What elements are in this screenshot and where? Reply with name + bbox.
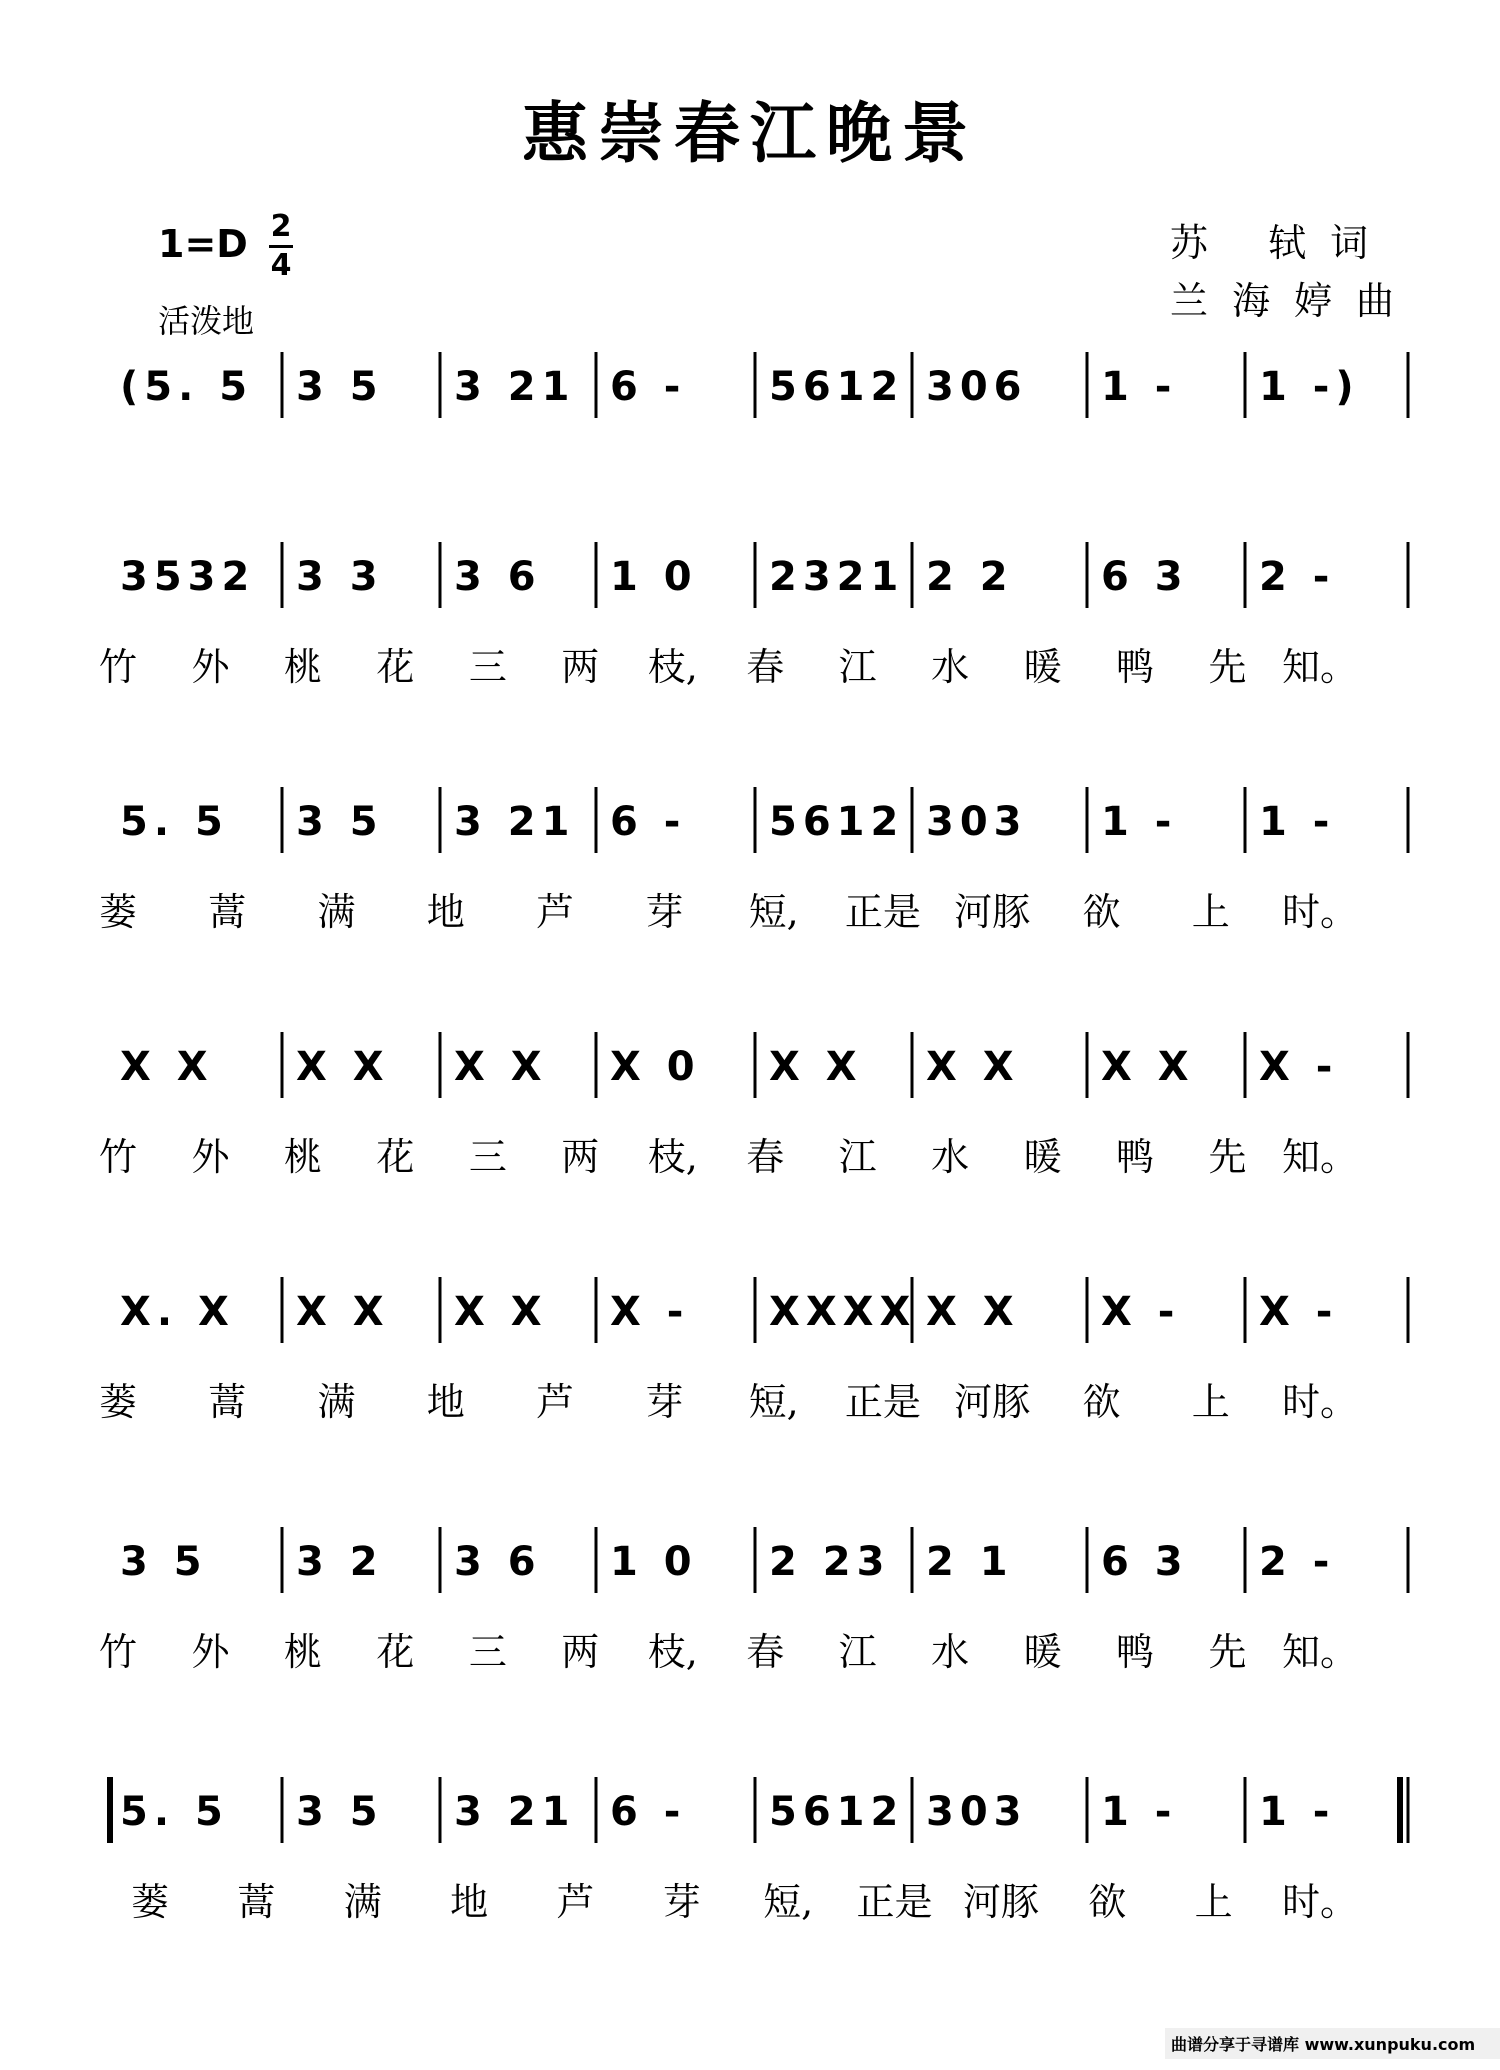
measure-notes: X X [926, 1044, 1020, 1090]
measure-notes: 2 - [1259, 554, 1336, 600]
lyric-word: 上 [1191, 890, 1230, 934]
measure-notes: 2 - [1259, 1539, 1336, 1585]
song-title: 惠崇春江晚景 [522, 94, 978, 172]
lyric-word: 芽 [645, 1380, 684, 1424]
lyric-word: 欲 [1082, 1380, 1121, 1424]
measure-notes: X X [296, 1289, 390, 1335]
measure-notes: 306 [926, 364, 1028, 410]
measure-notes: 1 - [1101, 799, 1178, 845]
lyric-word: 春 [746, 1135, 785, 1179]
measure-notes: 1 - [1259, 799, 1336, 845]
lyric-word: 知。 [1281, 645, 1359, 689]
footer-watermark: 曲谱分享于寻谱库 www.xunpuku.com [1165, 2028, 1500, 2059]
lyric-word: 先 [1208, 1630, 1247, 1674]
lyric-word: 短, [748, 890, 799, 934]
lyric-word: 河豚 [954, 1380, 1031, 1424]
measure-notes: 3 6 [454, 1539, 542, 1585]
meter-numerator: 2 [270, 209, 292, 244]
lyric-word: 芽 [645, 890, 684, 934]
measure-notes: 1 - [1101, 364, 1178, 410]
measure-notes: 2 23 [769, 1539, 891, 1585]
measure-notes: X X [769, 1044, 863, 1090]
lyric-word: 春 [746, 645, 785, 689]
measure-notes: X X [1101, 1044, 1195, 1090]
lyric-word: 正是 [844, 890, 921, 934]
measure-notes: 1 0 [610, 554, 698, 600]
lyric-word: 河豚 [962, 1880, 1039, 1924]
measure-notes: X - [1259, 1289, 1339, 1335]
measure-notes: X. X [120, 1289, 235, 1335]
lyric-word: 芦 [556, 1880, 595, 1924]
measure-notes: 3532 [120, 554, 256, 600]
lyric-word: 正是 [856, 1880, 933, 1924]
lyric-word: 桃 [283, 645, 322, 689]
measure-notes: 6 - [610, 364, 687, 410]
lyric-word: 桃 [283, 1135, 322, 1179]
measure-notes: X X [926, 1289, 1020, 1335]
measure-notes: 6 3 [1101, 554, 1189, 600]
lyric-word: 江 [838, 1135, 877, 1179]
measure-notes: 303 [926, 1789, 1028, 1835]
measure-notes: 3 5 [296, 1789, 384, 1835]
lyric-word: 竹 [98, 645, 138, 689]
lyric-word: 时。 [1281, 1380, 1359, 1424]
tempo-marking: 活泼地 [158, 302, 255, 340]
lyric-word: 外 [191, 645, 230, 689]
lyric-word: 鸭 [1116, 1135, 1155, 1179]
lyric-word: 花 [376, 645, 415, 689]
lyric-word: 两 [561, 645, 600, 689]
lyric-word: 竹 [98, 1630, 138, 1674]
measure-notes: 2321 [769, 554, 905, 600]
measure-notes: 3 21 [454, 1789, 576, 1835]
measure-notes: 6 - [610, 799, 687, 845]
lyric-word: 三 [468, 1135, 507, 1179]
lyric-word: 蒌 [98, 1380, 138, 1424]
measure-notes: 1 -) [1259, 364, 1360, 410]
lyric-word: 芦 [536, 890, 575, 934]
lyric-word: 暖 [1023, 645, 1062, 689]
lyric-word: 暖 [1023, 1630, 1062, 1674]
lyric-word: 花 [376, 1135, 415, 1179]
lyric-word: 暖 [1023, 1135, 1062, 1179]
measure-notes: X - [610, 1289, 690, 1335]
lyric-word: 蒿 [208, 1380, 247, 1424]
measure-notes: X - [1101, 1289, 1181, 1335]
measure-notes: 1 0 [610, 1539, 698, 1585]
lyric-word: 芦 [536, 1380, 575, 1424]
measure-notes: 5612 [769, 1789, 905, 1835]
lyric-word: 蒿 [237, 1880, 276, 1924]
measure-notes: 2 2 [926, 554, 1014, 600]
lyric-word: 河豚 [954, 890, 1031, 934]
measure-notes: 1 - [1259, 1789, 1336, 1835]
lyric-word: 鸭 [1116, 1630, 1155, 1674]
lyric-word: 三 [468, 645, 507, 689]
measure-notes: (5. 5 [120, 364, 254, 410]
lyric-word: 地 [426, 1380, 465, 1424]
lyric-word: 上 [1191, 1380, 1230, 1424]
measure-notes: 1 - [1101, 1789, 1178, 1835]
measure-notes: 3 3 [296, 554, 384, 600]
measure-notes: X X [454, 1289, 548, 1335]
measure-notes: X X [454, 1044, 548, 1090]
measure-notes: 3 5 [296, 364, 384, 410]
lyric-word: 先 [1208, 1135, 1247, 1179]
lyric-word: 满 [317, 890, 356, 934]
lyric-word: 短, [748, 1380, 799, 1424]
lyric-word: 时。 [1281, 890, 1359, 934]
lyric-word: 枝, [647, 1630, 698, 1674]
lyric-word: 蒌 [98, 890, 138, 934]
measure-notes: 6 3 [1101, 1539, 1189, 1585]
measure-notes: 5. 5 [120, 1789, 229, 1835]
lyric-word: 短, [763, 1880, 814, 1924]
lyric-word: 春 [746, 1630, 785, 1674]
lyric-word: 知。 [1281, 1630, 1359, 1674]
measure-notes: 303 [926, 799, 1028, 845]
composer-credit: 兰海婷曲 [1170, 279, 1419, 323]
lyric-word: 江 [838, 1630, 877, 1674]
lyric-word: 满 [343, 1880, 382, 1924]
measure-notes: 3 21 [454, 364, 576, 410]
measure-notes: X - [1259, 1044, 1339, 1090]
lyric-word: 蒿 [208, 890, 247, 934]
measure-notes: X 0 [610, 1044, 701, 1090]
lyric-word: 水 [931, 1135, 970, 1179]
measure-notes: XXXX [769, 1289, 917, 1335]
lyric-word: 三 [468, 1630, 507, 1674]
lyric-word: 两 [561, 1630, 600, 1674]
measure-notes: 5612 [769, 799, 905, 845]
lyric-word: 地 [426, 890, 465, 934]
lyric-word: 水 [931, 645, 970, 689]
lyric-word: 竹 [98, 1135, 138, 1179]
lyric-word: 地 [450, 1880, 489, 1924]
meter-denominator: 4 [270, 248, 292, 283]
lyric-word: 水 [931, 1630, 970, 1674]
lyric-word: 两 [561, 1135, 600, 1179]
lyric-word: 芽 [662, 1880, 701, 1924]
lyric-word: 鸭 [1116, 645, 1155, 689]
lyric-word: 花 [376, 1630, 415, 1674]
lyric-word: 外 [191, 1135, 230, 1179]
measure-notes: 5612 [769, 364, 905, 410]
lyric-word: 蒌 [130, 1880, 170, 1924]
lyric-word: 江 [838, 645, 877, 689]
key-signature: 1=D [158, 222, 248, 266]
measure-notes: X X [296, 1044, 390, 1090]
measure-notes: X X [120, 1044, 214, 1090]
lyric-word: 桃 [283, 1630, 322, 1674]
lyric-word: 先 [1208, 645, 1247, 689]
lyric-word: 枝, [647, 1135, 698, 1179]
lyric-word: 上 [1194, 1880, 1233, 1924]
lyricist-credit: 苏 轼词 [1170, 221, 1393, 265]
measure-notes: 3 6 [454, 554, 542, 600]
lyric-word: 欲 [1082, 890, 1121, 934]
measure-notes: 6 - [610, 1789, 687, 1835]
measure-notes: 5. 5 [120, 799, 229, 845]
lyric-word: 满 [317, 1380, 356, 1424]
lyric-word: 欲 [1088, 1880, 1127, 1924]
measure-notes: 3 21 [454, 799, 576, 845]
lyric-word: 时。 [1281, 1880, 1359, 1924]
measure-notes: 2 1 [926, 1539, 1014, 1585]
lyric-word: 枝, [647, 645, 698, 689]
lyric-word: 正是 [844, 1380, 921, 1424]
measure-notes: 3 5 [120, 1539, 208, 1585]
measure-notes: 3 5 [296, 799, 384, 845]
lyric-word: 知。 [1281, 1135, 1359, 1179]
measure-notes: 3 2 [296, 1539, 384, 1585]
lyric-word: 外 [191, 1630, 230, 1674]
